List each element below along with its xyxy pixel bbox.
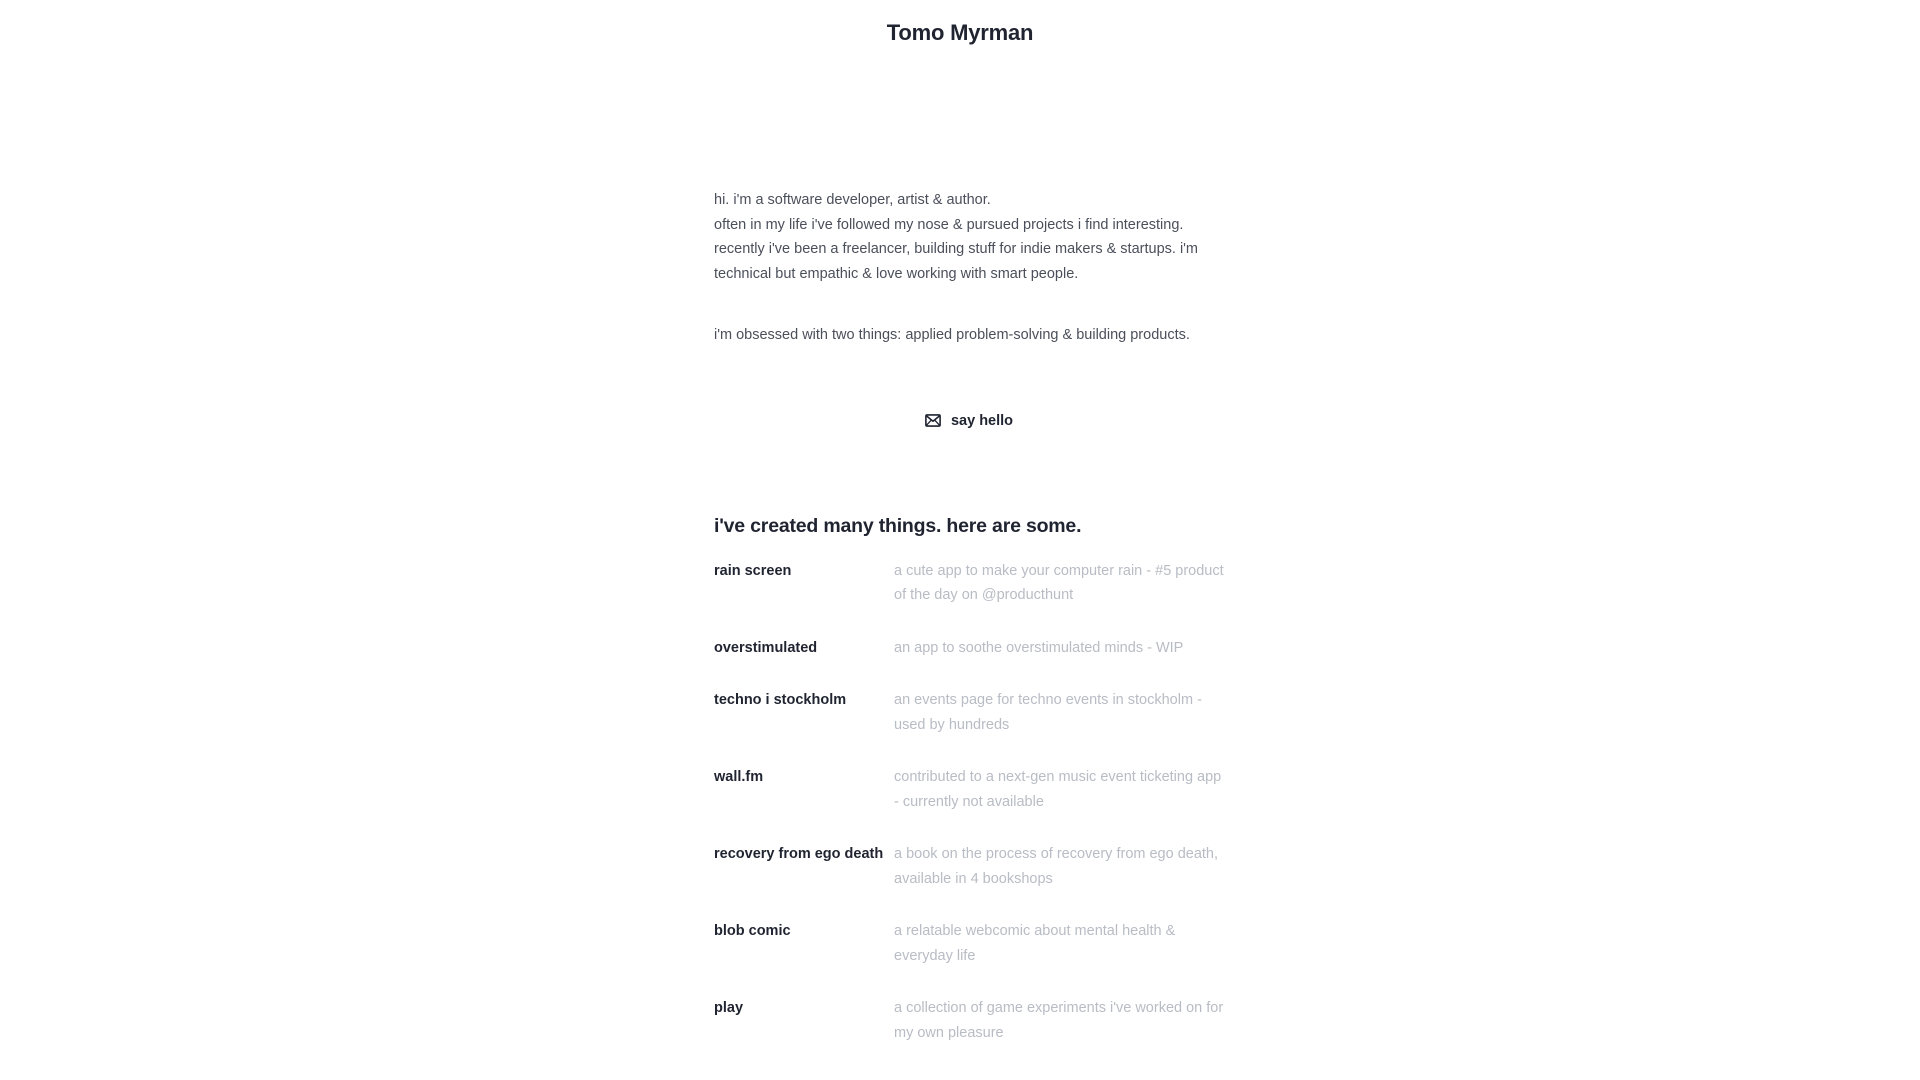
project-row bbox=[714, 688, 1224, 737]
project-description: a cute app to make your computer rain - #5 product of the day on @producthunt bbox=[894, 562, 1224, 603]
project-description: a collection of game experiments i've worked on for my own pleasure bbox=[894, 1000, 1224, 1041]
project-link-blob-comic[interactable]: blob comic bbox=[714, 923, 791, 939]
intro-line: often in my life i've followed my nose & pursued projects i find interesting. bbox=[714, 216, 1184, 233]
project-link-recovery-from-ego-death[interactable]: recovery from ego death bbox=[714, 846, 884, 862]
say-hello-label: say hello bbox=[950, 412, 1014, 429]
cta-row bbox=[714, 409, 1224, 433]
project-link-overstimulated[interactable]: overstimulated bbox=[714, 639, 818, 656]
project-row bbox=[714, 842, 1224, 891]
projects-list bbox=[714, 559, 1224, 1046]
say-hello-link[interactable] bbox=[925, 413, 1013, 429]
projects-heading: i've created many things. here are some. bbox=[714, 514, 1082, 537]
project-row bbox=[714, 996, 1224, 1045]
project-description: an app to soothe overstimulated minds - WIP bbox=[894, 639, 1184, 656]
site-title[interactable]: Tomo Myrman bbox=[886, 20, 1034, 45]
intro-line: recently i've been a freelancer, building stuff for indie makers & startups. i'm technical but empathic & love working with smart people. bbox=[714, 241, 1199, 282]
project-link-techno-i-stockholm[interactable]: techno i stockholm bbox=[714, 692, 847, 708]
main-content bbox=[714, 188, 1224, 1073]
project-row bbox=[714, 919, 1224, 968]
mail-icon bbox=[925, 414, 941, 427]
intro-paragraph bbox=[714, 188, 1224, 286]
project-link-wall-fm[interactable]: wall.fm bbox=[714, 769, 764, 785]
project-description: a book on the process of recovery from ego death, available in 4 bookshops bbox=[894, 846, 1219, 887]
intro-line: hi. i'm a software developer, artist & author. bbox=[714, 192, 991, 208]
project-row bbox=[714, 765, 1224, 814]
project-description: a relatable webcomic about mental health & everyday life bbox=[894, 923, 1176, 964]
project-description: an events page for techno events in stockholm - used by hundreds bbox=[894, 692, 1202, 733]
project-description: contributed to a next-gen music event ticketing app - currently not available bbox=[894, 769, 1222, 810]
project-link-rain-screen[interactable]: rain screen bbox=[714, 562, 792, 579]
project-row bbox=[714, 636, 1224, 661]
project-link-play[interactable]: play bbox=[714, 1000, 744, 1016]
project-row bbox=[714, 559, 1224, 608]
obsession-paragraph: i'm obsessed with two things: applied problem-solving & building products. bbox=[714, 327, 1190, 343]
intro-section bbox=[714, 188, 1224, 348]
